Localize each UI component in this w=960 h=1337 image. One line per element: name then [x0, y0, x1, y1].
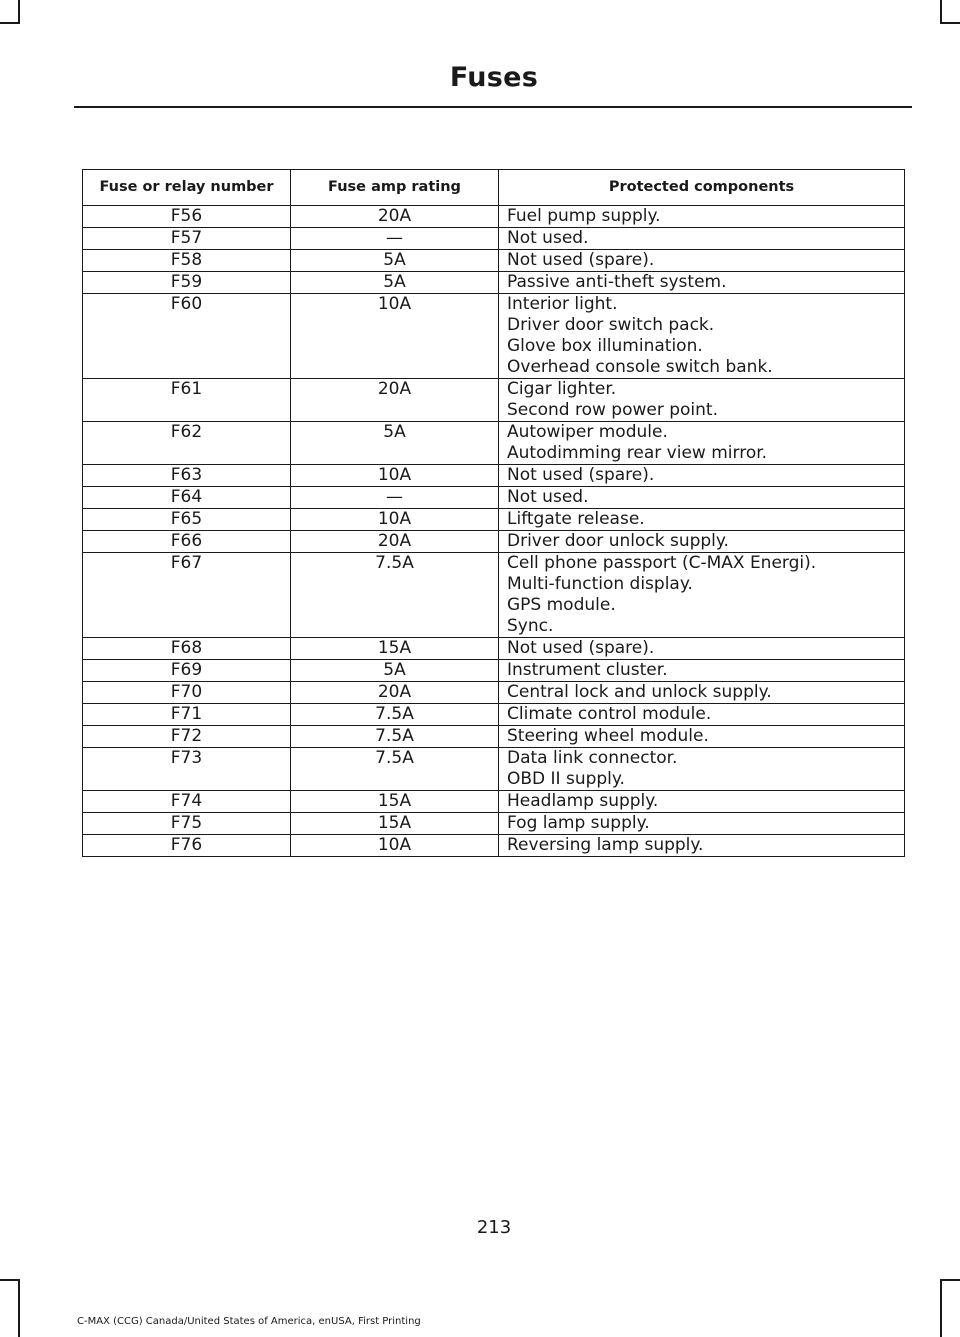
protected-components-cell: [499, 228, 905, 250]
amp-rating-cell: 5A: [291, 250, 499, 272]
crop-mark: [0, 1279, 20, 1281]
fuse-number-cell: F59: [83, 272, 291, 294]
component-line: Autowiper module.: [507, 422, 668, 442]
amp-rating-cell: 15A: [291, 791, 499, 813]
table-row: [83, 379, 905, 422]
table-row: [83, 704, 905, 726]
amp-rating-cell: 20A: [291, 531, 499, 553]
table-row: [83, 487, 905, 509]
component-line: Headlamp supply.: [507, 791, 659, 811]
component-line: GPS module.: [507, 595, 616, 615]
table-row: [83, 465, 905, 487]
crop-mark: [18, 0, 20, 24]
fuse-number-cell: F56: [83, 206, 291, 228]
fuse-number-cell: F65: [83, 509, 291, 531]
table-row: [83, 638, 905, 660]
protected-components-cell: [499, 379, 905, 422]
fuse-number-cell: F69: [83, 660, 291, 682]
table-row: [83, 531, 905, 553]
table-row: [83, 813, 905, 835]
table-row: [83, 509, 905, 531]
fuse-table: [82, 169, 905, 857]
protected-components-cell: [499, 638, 905, 660]
amp-rating-cell: 20A: [291, 379, 499, 422]
protected-components-cell: [499, 206, 905, 228]
table-row: [83, 748, 905, 791]
table-row: [83, 250, 905, 272]
amp-rating-cell: 20A: [291, 206, 499, 228]
component-line: Driver door unlock supply.: [507, 531, 729, 551]
protected-components-cell: [499, 294, 905, 379]
protected-components-cell: [499, 250, 905, 272]
crop-mark: [940, 1279, 942, 1337]
protected-components-cell: [499, 791, 905, 813]
crop-mark: [940, 0, 942, 24]
amp-rating-cell: 5A: [291, 272, 499, 294]
table-row: [83, 791, 905, 813]
amp-rating-cell: 7.5A: [291, 553, 499, 638]
amp-rating-cell: 5A: [291, 660, 499, 682]
amp-rating-cell: —: [291, 487, 499, 509]
component-line: Reversing lamp supply.: [507, 835, 704, 855]
fuse-number-cell: F63: [83, 465, 291, 487]
protected-components-cell: [499, 682, 905, 704]
header-protected-components: Protected components: [499, 170, 905, 206]
component-line: Fog lamp supply.: [507, 813, 650, 833]
table-row: [83, 835, 905, 857]
component-line: Not used (spare).: [507, 465, 655, 485]
crop-mark: [940, 1279, 960, 1281]
protected-components-cell: [499, 531, 905, 553]
protected-components-cell: [499, 813, 905, 835]
fuse-table-body: [83, 206, 905, 857]
component-line: Fuel pump supply.: [507, 206, 661, 226]
table-row: [83, 726, 905, 748]
protected-components-cell: [499, 748, 905, 791]
crop-mark: [940, 22, 960, 24]
component-line: Climate control module.: [507, 704, 712, 724]
fuse-number-cell: F71: [83, 704, 291, 726]
title-rule: [74, 106, 912, 108]
fuse-number-cell: F73: [83, 748, 291, 791]
component-line: Multi-function display.: [507, 574, 693, 594]
table-row: [83, 206, 905, 228]
fuse-number-cell: F68: [83, 638, 291, 660]
header-amp-rating: Fuse amp rating: [291, 170, 499, 206]
protected-components-cell: [499, 704, 905, 726]
table-row: [83, 660, 905, 682]
table-row: [83, 682, 905, 704]
component-line: OBD II supply.: [507, 769, 625, 789]
protected-components-cell: [499, 660, 905, 682]
amp-rating-cell: 10A: [291, 465, 499, 487]
amp-rating-cell: 10A: [291, 509, 499, 531]
component-line: Sync.: [507, 616, 554, 636]
protected-components-cell: [499, 422, 905, 465]
protected-components-cell: [499, 487, 905, 509]
component-line: Second row power point.: [507, 400, 718, 420]
amp-rating-cell: 7.5A: [291, 748, 499, 791]
table-row: [83, 553, 905, 638]
fuse-number-cell: F67: [83, 553, 291, 638]
fuse-number-cell: F72: [83, 726, 291, 748]
component-line: Driver door switch pack.: [507, 315, 715, 335]
component-line: Central lock and unlock supply.: [507, 682, 772, 702]
protected-components-cell: [499, 509, 905, 531]
component-line: Overhead console switch bank.: [507, 357, 773, 377]
protected-components-cell: [499, 465, 905, 487]
component-line: Not used.: [507, 487, 589, 507]
amp-rating-cell: 15A: [291, 638, 499, 660]
amp-rating-cell: 5A: [291, 422, 499, 465]
table-row: [83, 422, 905, 465]
protected-components-cell: [499, 272, 905, 294]
component-line: Steering wheel module.: [507, 726, 709, 746]
fuse-number-cell: F57: [83, 228, 291, 250]
component-line: Not used (spare).: [507, 250, 655, 270]
fuse-number-cell: F61: [83, 379, 291, 422]
component-line: Liftgate release.: [507, 509, 645, 529]
fuse-number-cell: F60: [83, 294, 291, 379]
crop-mark: [0, 22, 20, 24]
footer-text: C-MAX (CCG) Canada/United States of America, enUSA, First Printing: [77, 1316, 421, 1327]
fuse-number-cell: F64: [83, 487, 291, 509]
fuse-number-cell: F74: [83, 791, 291, 813]
component-line: Cell phone passport (C-MAX Energi).: [507, 553, 817, 573]
table-header-row: [83, 170, 905, 206]
amp-rating-cell: 7.5A: [291, 726, 499, 748]
fuse-number-cell: F76: [83, 835, 291, 857]
component-line: Glove box illumination.: [507, 336, 703, 356]
crop-mark: [18, 1279, 20, 1337]
table-row: [83, 228, 905, 250]
fuse-number-cell: F58: [83, 250, 291, 272]
fuse-number-cell: F75: [83, 813, 291, 835]
fuse-number-cell: F62: [83, 422, 291, 465]
table-row: [83, 294, 905, 379]
component-line: Not used.: [507, 228, 589, 248]
component-line: Instrument cluster.: [507, 660, 668, 680]
fuse-number-cell: F66: [83, 531, 291, 553]
component-line: Autodimming rear view mirror.: [507, 443, 768, 463]
amp-rating-cell: 15A: [291, 813, 499, 835]
protected-components-cell: [499, 835, 905, 857]
protected-components-cell: [499, 726, 905, 748]
amp-rating-cell: 7.5A: [291, 704, 499, 726]
amp-rating-cell: 10A: [291, 835, 499, 857]
amp-rating-cell: 10A: [291, 294, 499, 379]
page-title: Fuses: [449, 62, 539, 93]
page-number: 213: [476, 1217, 512, 1238]
protected-components-cell: [499, 553, 905, 638]
component-line: Not used (spare).: [507, 638, 655, 658]
component-line: Passive anti-theft system.: [507, 272, 727, 292]
amp-rating-cell: —: [291, 228, 499, 250]
table-row: [83, 272, 905, 294]
component-line: Data link connector.: [507, 748, 678, 768]
component-line: Cigar lighter.: [507, 379, 617, 399]
header-fuse-number: Fuse or relay number: [83, 170, 291, 206]
amp-rating-cell: 20A: [291, 682, 499, 704]
component-line: Interior light.: [507, 294, 618, 314]
fuse-number-cell: F70: [83, 682, 291, 704]
